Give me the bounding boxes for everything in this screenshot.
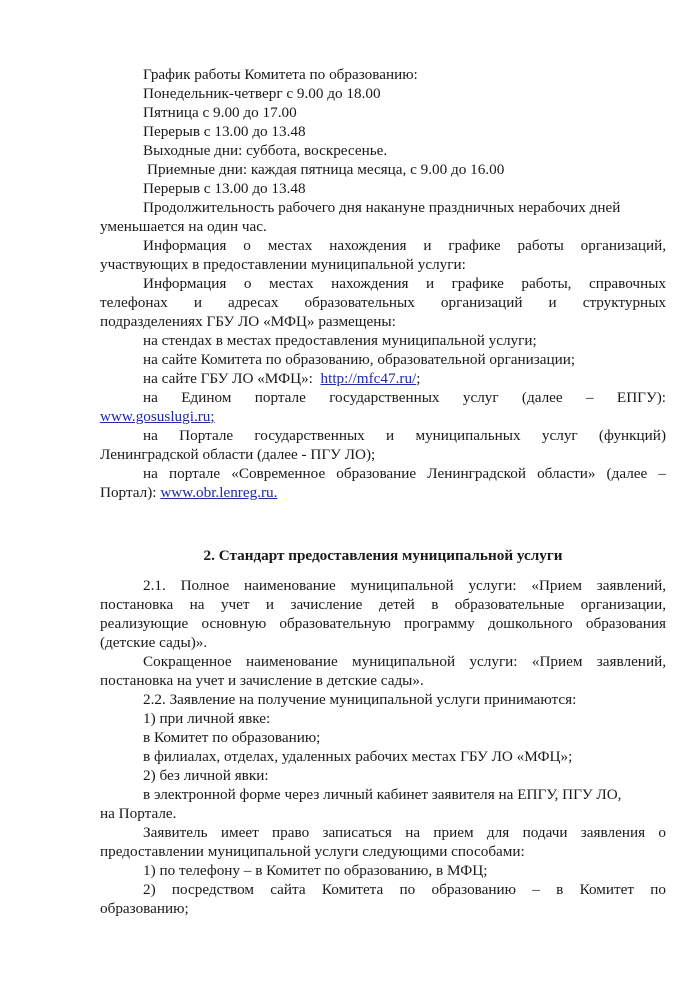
list-item: 2) посредством сайта Комитета по образованию – в Комитет по: [143, 881, 666, 898]
list-item: на портале «Современное образование Ленинградской области» (далее –: [143, 465, 666, 482]
list-item: 1) при личной явке:: [143, 710, 271, 727]
list-item: на сайте Комитета по образованию, образовательной организации;: [143, 351, 576, 368]
paragraph-line: Продолжительность рабочего дня накануне праздничных нерабочих дней: [143, 199, 621, 216]
list-item: Ленинградской области (далее - ПГУ ЛО);: [100, 446, 376, 463]
list-item: образованию;: [100, 900, 189, 917]
paragraph-line: (детские сады)».: [100, 634, 208, 651]
paragraph-line: Сокращенное наименование муниципальной услуги: «Прием заявлений,: [143, 653, 666, 670]
paragraph-line: 2.1. Полное наименование муниципальной услуги: «Прием заявлений,: [143, 577, 666, 594]
paragraph-line: Информация о местах нахождения и графике работы, справочных: [143, 275, 666, 292]
paragraph-line: реализующие основную образовательную программу дошкольного образования: [100, 615, 666, 632]
paragraph-line: телефонах и адресах образовательных организаций и структурных: [100, 294, 666, 311]
punctuation: .: [273, 484, 278, 501]
paragraph-line: подразделениях ГБУ ЛО «МФЦ» размещены:: [100, 313, 396, 330]
list-item-text: на сайте ГБУ ЛО «МФЦ»:: [143, 370, 313, 387]
list-item: в филиалах, отделах, удаленных рабочих местах ГБУ ЛО «МФЦ»;: [143, 748, 573, 765]
list-item: в Комитет по образованию;: [143, 729, 321, 746]
list-item: 2) без личной явки:: [143, 767, 269, 784]
list-item: [100, 483, 666, 502]
gosuslugi-link[interactable]: www.gosuslugi.ru: [100, 408, 211, 425]
list-item: 1) по телефону – в Комитет по образованию, в МФЦ;: [143, 862, 488, 879]
paragraph-line: постановка на учет и зачисление детей в образовательные организации,: [100, 596, 666, 613]
schedule-line: Перерыв с 13.00 до 13.48: [143, 123, 306, 140]
list-item: в электронной форме через личный кабинет заявителя на ЕПГУ, ПГУ ЛО,: [143, 786, 622, 803]
paragraph-line: предоставлении муниципальной услуги следующими способами:: [100, 843, 525, 860]
list-item: на Едином портале государственных услуг (далее – ЕПГУ):: [143, 389, 666, 406]
schedule-line: Приемные дни: каждая пятница месяца, с 9.00 до 16.00: [147, 161, 505, 178]
list-item: на Портале.: [100, 805, 177, 822]
list-item: на стендах в местах предоставления муниципальной услуги;: [143, 332, 537, 349]
paragraph-line: Информация о местах нахождения и графике работы организаций,: [143, 237, 666, 254]
paragraph-line: постановка на учет и зачисление в детские сады».: [100, 672, 424, 689]
schedule-title: График работы Комитета по образованию:: [143, 66, 418, 83]
punctuation: ;: [210, 408, 215, 425]
schedule-line: Перерыв с 13.00 до 13.48: [143, 180, 306, 197]
list-item: [100, 369, 666, 388]
schedule-line: Выходные дни: суббота, воскресенье.: [143, 142, 388, 159]
paragraph-line: уменьшается на один час.: [100, 218, 267, 235]
schedule-line: Понедельник-четверг с 9.00 до 18.00: [143, 85, 381, 102]
obr-lenreg-link[interactable]: www.obr.lenreg.ru: [160, 484, 274, 501]
document-body: [100, 0, 666, 918]
section-heading: 2. Стандарт предоставления муниципальной услуги: [203, 547, 563, 564]
paragraph-line: 2.2. Заявление на получение муниципальной услуги принимаются:: [143, 691, 577, 708]
list-item: [100, 407, 666, 426]
paragraph-line: участвующих в предоставлении муниципальной услуги:: [100, 256, 466, 273]
schedule-line: Пятница с 9.00 до 17.00: [143, 104, 297, 121]
list-item: на Портале государственных и муниципальных услуг (функций): [143, 427, 666, 444]
punctuation: ;: [416, 370, 421, 387]
mfc-link[interactable]: http://mfc47.ru/: [320, 370, 417, 387]
paragraph-line: Заявитель имеет право записаться на прием для подачи заявления о: [143, 824, 666, 841]
list-item-text: Портал):: [100, 484, 157, 501]
